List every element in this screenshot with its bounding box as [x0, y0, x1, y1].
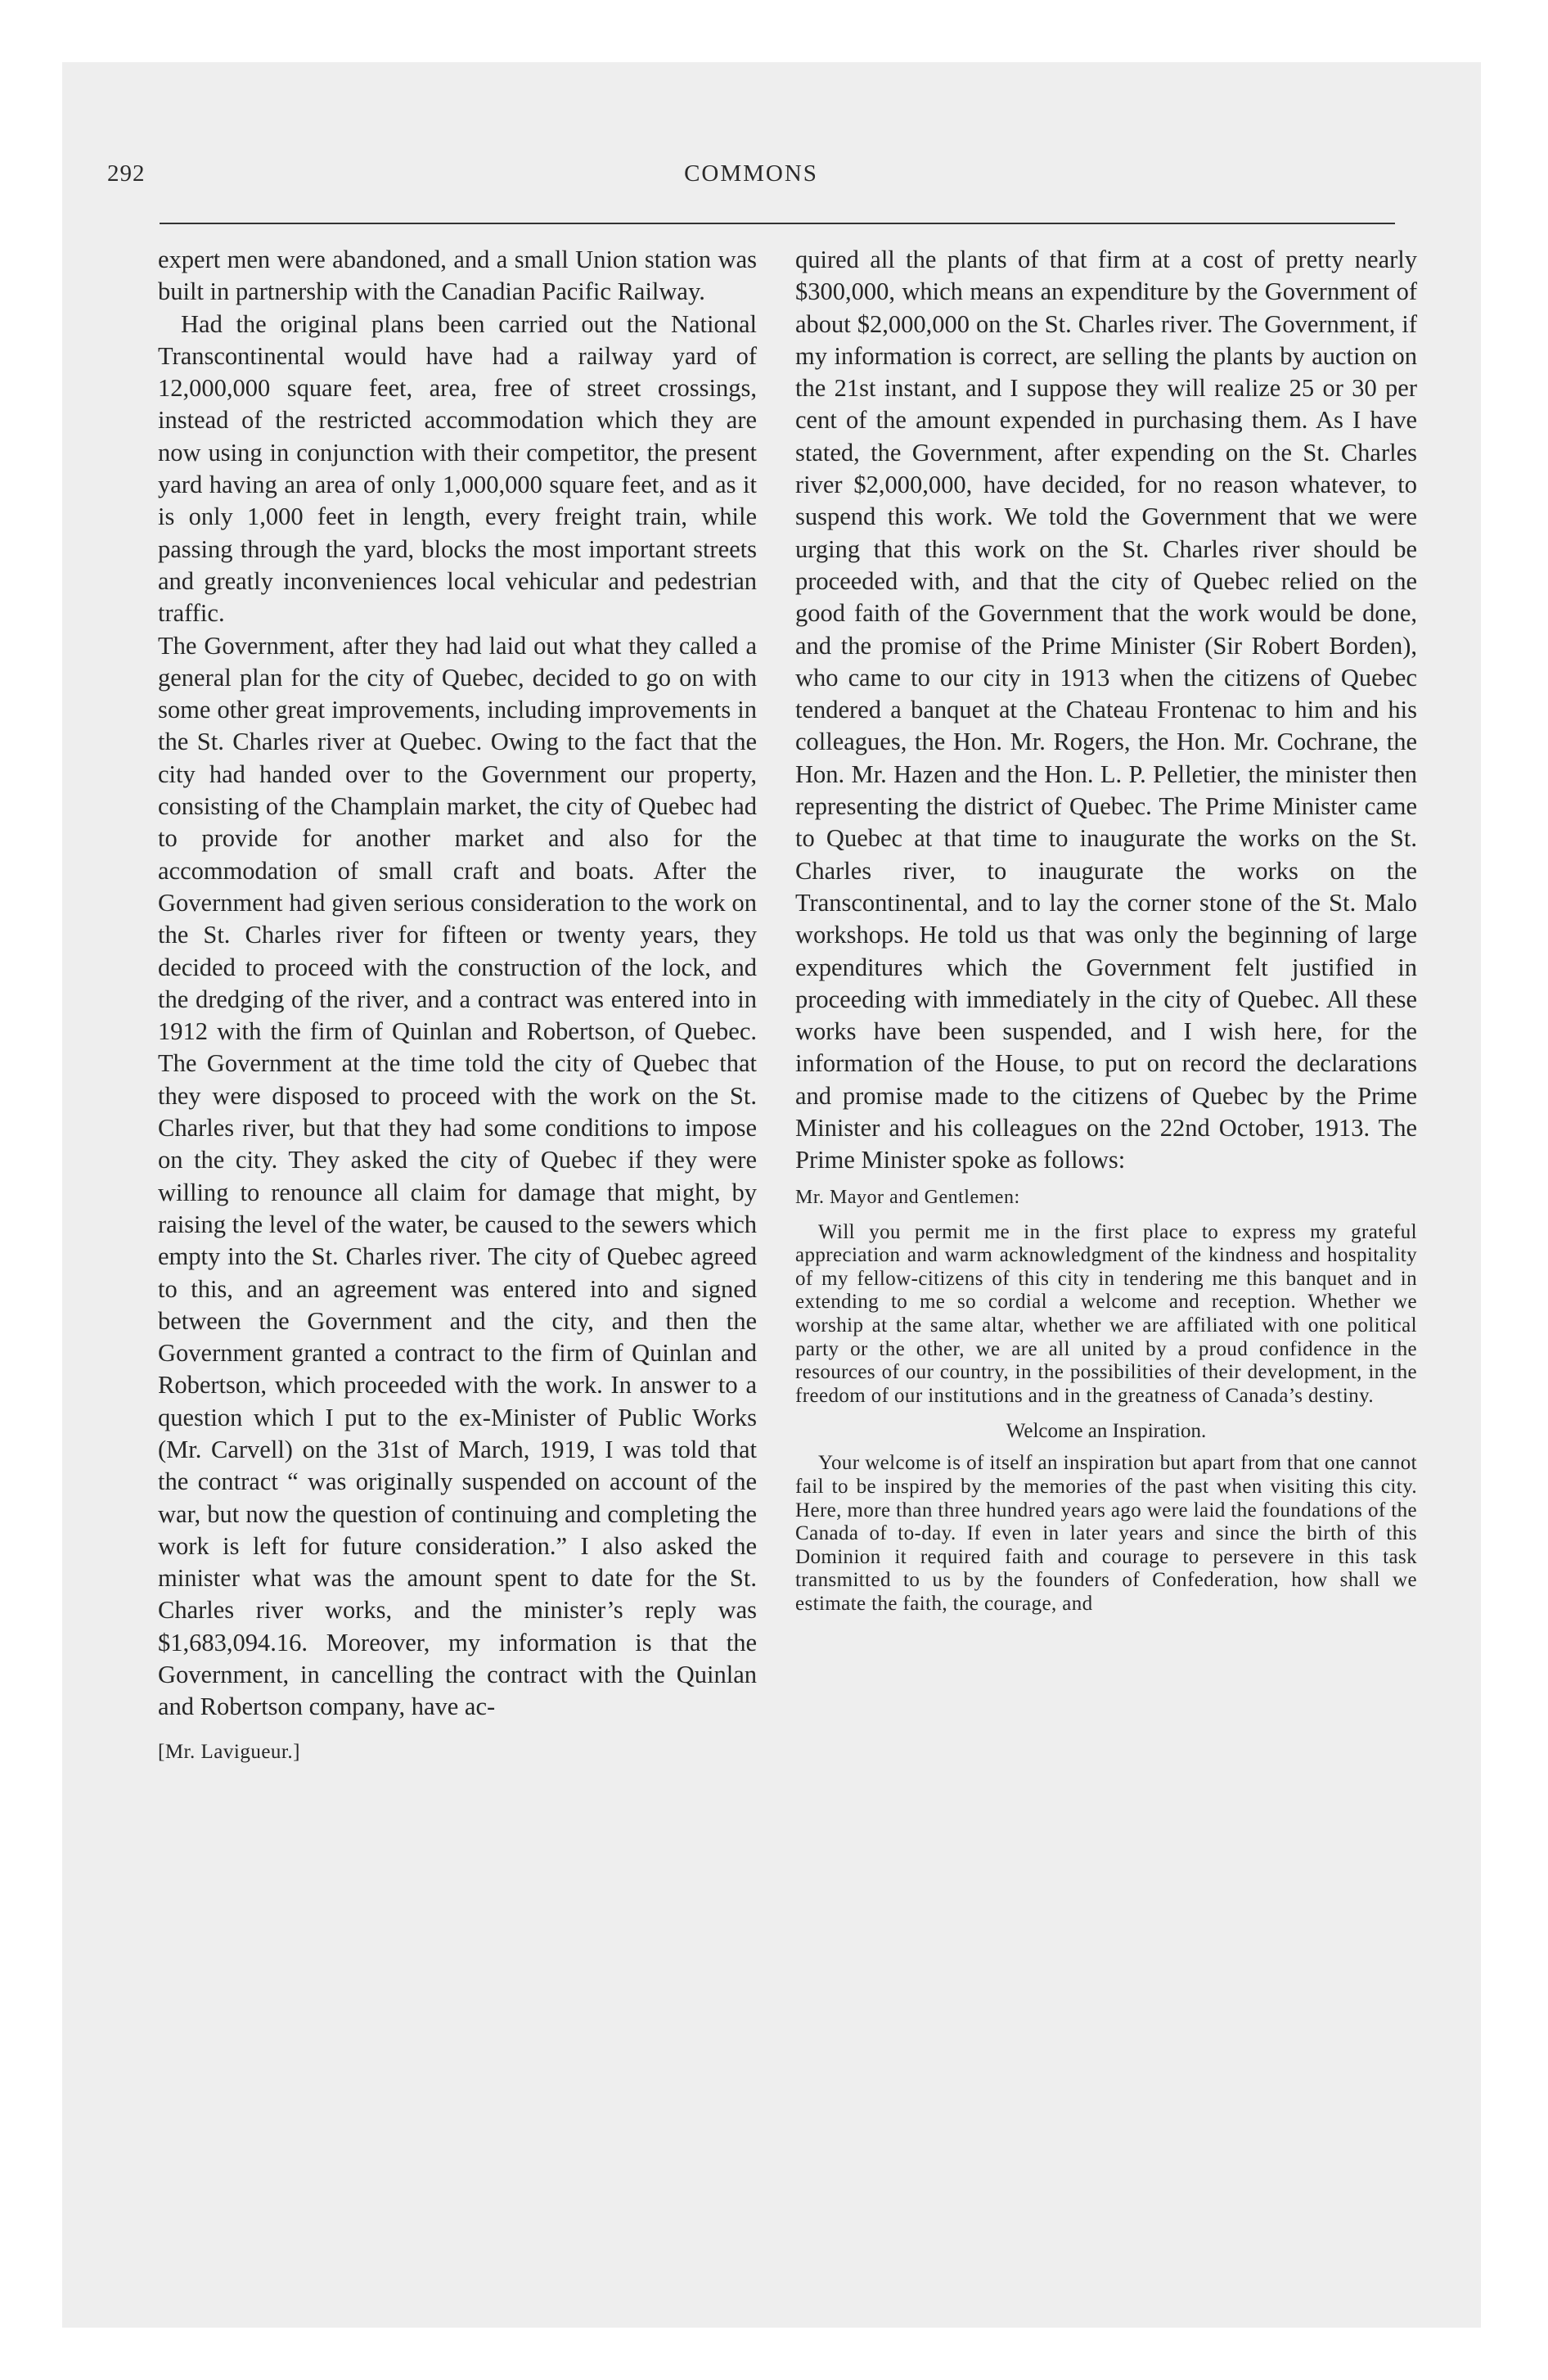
paragraph: The Government, after they had laid out what they called a general plan for the city of Quebec, decided to go on with some other great improvements, including improvements in the St. Charles river at Quebec. Owing to the fact that the city had handed over to the Government our property, consisting of the Champlain market, the city of Quebec had to provide for another market and also for the accommodation of small craft and boats. After the Government had given serious consideration to the work on the St. Charles river for fifteen or twenty years, they decided to proceed with the construction of the lock, and the dredging of the river, and a contract was entered into in 1912 with the firm of Quinlan and Robertson, of Quebec. The Government at the time told the city of Quebec that they were disposed to proceed with the work on the St. Charles river, but that they had some conditions to impose on the city. They asked the city of Quebec if they were willing to renounce all claim for damage that might, by raising the level of the water, be caused to the sewers which empty into the St. Charles river. The city of Quebec agreed to this, and an agreement was entered into and signed between the Government and the city, and then the Government granted a contract to the firm of Quinlan and Robertson, which proceeded with the work. In answer to a question which I put to the ex-Minister of Public Works (Mr. Carvell) on the 31st of March, 1919, I was told that the contract “ was originally suspended on account of the war, but now the question of continuing and completing the work is left for future consideration.” I also asked the minister what was the amount spent to date for the St. Charles river works, and the minister’s reply was $1,683,094.16. Moreover, my information is that the Government, in cancelling the contract with the Quinlan and Robertson company, have ac-: [158, 631, 757, 1721]
paragraph: quired all the plants of that firm at a cost of pretty nearly $300,000, which means an expenditure by the Government of about $2,000,000 on the St. Charles river. The Government, if my information is correct, are selling the plants by auction on the 21st instant, and I suppose they will realize 25 or 30 per cent of the amount expended in purchasing them. As I have stated, the Government, after expending on the St. Charles river $2,000,000, have decided, for no reason whatever, to suspend this work. We told the Government that we were urging that this work on the St. Charles river should be proceeded with, and that the city of Quebec relied on the good faith of the Government that the work would be done, and the promise of the Prime Minister (Sir Robert Borden), who came to our city in 1913 when the citizens of Quebec tendered a banquet at the Chateau Frontenac to him and his colleagues, the Hon. Mr. Rogers, the Hon. Mr. Cochrane, the Hon. Mr. Hazen and the Hon. L. P. Pelletier, the minister then representing the district of Quebec. The Prime Minister came to Quebec at that time to inaugurate the works on the St. Charles river, to inaugurate the works on the Transcontinental, and to lay the corner stone of the St. Malo workshops. He told us that was only the beginning of large expenditures which the Government felt justified in proceeding with immediately in the city of Quebec. All these works have been suspended, and I wish here, for the information of the House, to put on record the declarations and promise made to the citizens of Quebec by the Prime Minister and his colleagues on the 22nd October, 1913. The Prime Minister spoke as follows:: [795, 246, 1417, 1174]
speaker-tag: [Mr. Lavigueur.]: [158, 1740, 300, 1763]
speech-paragraph: Will you permit me in the first place to express my grateful appreciation and warm acknowledgment of the kindness and hospitality of my fellow-citizens of this city in tendering me this banquet and in extending to me so cordial a welcome and reception. Whether we worship at the same altar, whether we are affiliated with one political party or the other, we are all united by a proud confidence in the resources of our country, in the possibilities of their development, in the freedom of our institutions and in the greatness of Canada’s destiny.: [795, 1220, 1417, 1407]
left-column: [158, 244, 757, 1765]
page-header: [107, 160, 1395, 201]
paragraph: expert men were abandoned, and a small Union station was built in partnership with the Canadian Pacific Railway.: [158, 246, 757, 306]
page-number: 292: [107, 160, 146, 187]
speech-paragraph: Your welcome is of itself an inspiration but apart from that one cannot fail to be inspired by the memories of the past when visiting this city. Here, more than three hundred years ago were laid the foundations of the Canada of to-day. If even in later years and since the birth of this Dominion it required faith and courage to persevere in this task transmitted to us by the founders of Confederation, how shall we estimate the faith, the courage, and: [795, 1452, 1417, 1615]
speech-heading: Welcome an Inspiration.: [1006, 1420, 1207, 1443]
header-rule: [160, 223, 1395, 224]
paragraph: Had the original plans been carried out the National Transcontinental would have had a railway yard of 12,000,000 square feet, area, free of street crossings, instead of the restricted accommodation which they are now using in conjunction with their competitor, the present yard having an area of only 1,000,000 square feet, and as it is only 1,000 feet in length, every freight train, while passing through the yard, blocks the most important streets and greatly inconveniences local vehicular and pedestrian traffic.: [158, 309, 757, 628]
running-head: COMMONS: [684, 160, 818, 187]
speech-salutation: Mr. Mayor and Gentlemen:: [795, 1186, 1020, 1208]
right-column: [795, 244, 1417, 1616]
